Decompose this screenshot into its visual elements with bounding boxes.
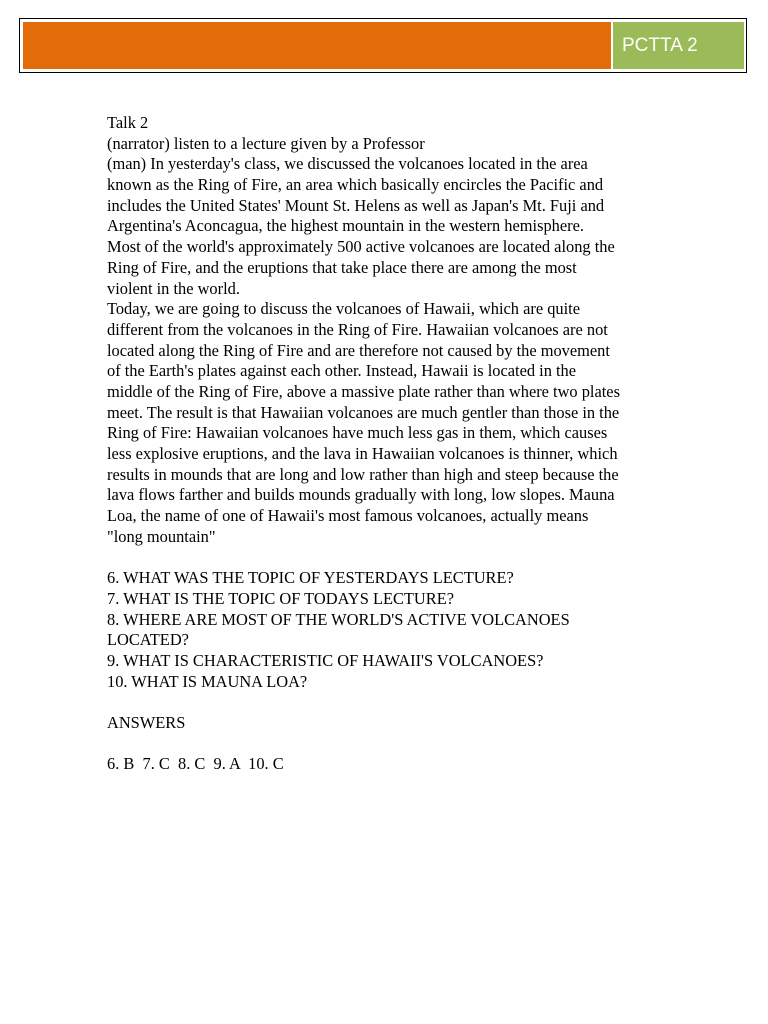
paragraph-line: middle of the Ring of Fire, above a massive plate rather than where two plates — [107, 381, 620, 401]
question-item: 9. WHAT IS CHARACTERISTIC OF HAWAII'S VOLCANOES? — [107, 650, 544, 670]
question-item: 7. WHAT IS THE TOPIC OF TODAYS LECTURE? — [107, 588, 454, 608]
intro-line: (narrator) listen to a lecture given by a Professor — [107, 133, 425, 153]
spacer — [107, 547, 667, 568]
paragraph-line: lava flows farther and builds mounds gradually with long, low slopes. Mauna — [107, 485, 615, 505]
talk-title: Talk 2 — [107, 113, 149, 132]
paragraph-line: Loa, the name of one of Hawaii's most famous volcanoes, actually means — [107, 506, 589, 526]
header-orange-bar — [23, 22, 611, 69]
paragraph-line: results in mounds that are long and low rather than high and steep because the — [107, 464, 619, 484]
paragraph-line: meet. The result is that Hawaiian volcanoes are much gentler than those in the — [107, 402, 620, 422]
answers-heading: ANSWERS — [107, 712, 186, 732]
paragraph-line: located along the Ring of Fire and are therefore not caused by the movement — [107, 340, 610, 360]
paragraph-line: different from the volcanoes in the Ring of Fire. Hawaiian volcanoes are not — [107, 319, 608, 339]
paragraph-line: (man) In yesterday's class, we discussed the volcanoes located in the area — [107, 154, 588, 174]
paragraph-line: Argentina's Aconcagua, the highest mountain in the western hemisphere. — [107, 216, 584, 236]
paragraph-line: includes the United States' Mount St. Helens as well as Japan's Mt. Fuji and — [107, 195, 605, 215]
paragraph-line: "long mountain" — [107, 526, 216, 546]
paragraph-line: of the Earth's plates against each other. Instead, Hawaii is located in the — [107, 361, 577, 381]
paragraph-line: Ring of Fire, and the eruptions that take place there are among the most — [107, 257, 577, 277]
paragraph-1 — [107, 154, 667, 299]
question-item: 10. WHAT IS MAUNA LOA? — [107, 671, 308, 691]
questions-list — [107, 568, 667, 692]
paragraph-line: Most of the world's approximately 500 active volcanoes are located along the — [107, 237, 615, 257]
paragraph-line: known as the Ring of Fire, an area which basically encircles the Pacific and — [107, 175, 604, 195]
answers-line: 6. B 7. C 8. C 9. A 10. C — [107, 754, 284, 774]
header-label: PCTTA 2 — [613, 22, 744, 69]
question-item: LOCATED? — [107, 630, 189, 650]
paragraph-line: Today, we are going to discuss the volcanoes of Hawaii, which are quite — [107, 299, 580, 319]
question-item: 6. WHAT WAS THE TOPIC OF YESTERDAYS LECTURE? — [107, 568, 514, 588]
spacer — [107, 692, 667, 713]
document-body — [107, 113, 667, 775]
paragraph-line: violent in the world. — [107, 278, 240, 298]
paragraph-line: less explosive eruptions, and the lava in Hawaiian volcanoes is thinner, which — [107, 444, 618, 463]
paragraph-2 — [107, 299, 667, 547]
paragraph-line: Ring of Fire: Hawaiian volcanoes have much less gas in them, which causes — [107, 423, 608, 443]
spacer — [107, 734, 667, 755]
question-item: 8. WHERE ARE MOST OF THE WORLD'S ACTIVE VOLCANOES — [107, 609, 570, 629]
